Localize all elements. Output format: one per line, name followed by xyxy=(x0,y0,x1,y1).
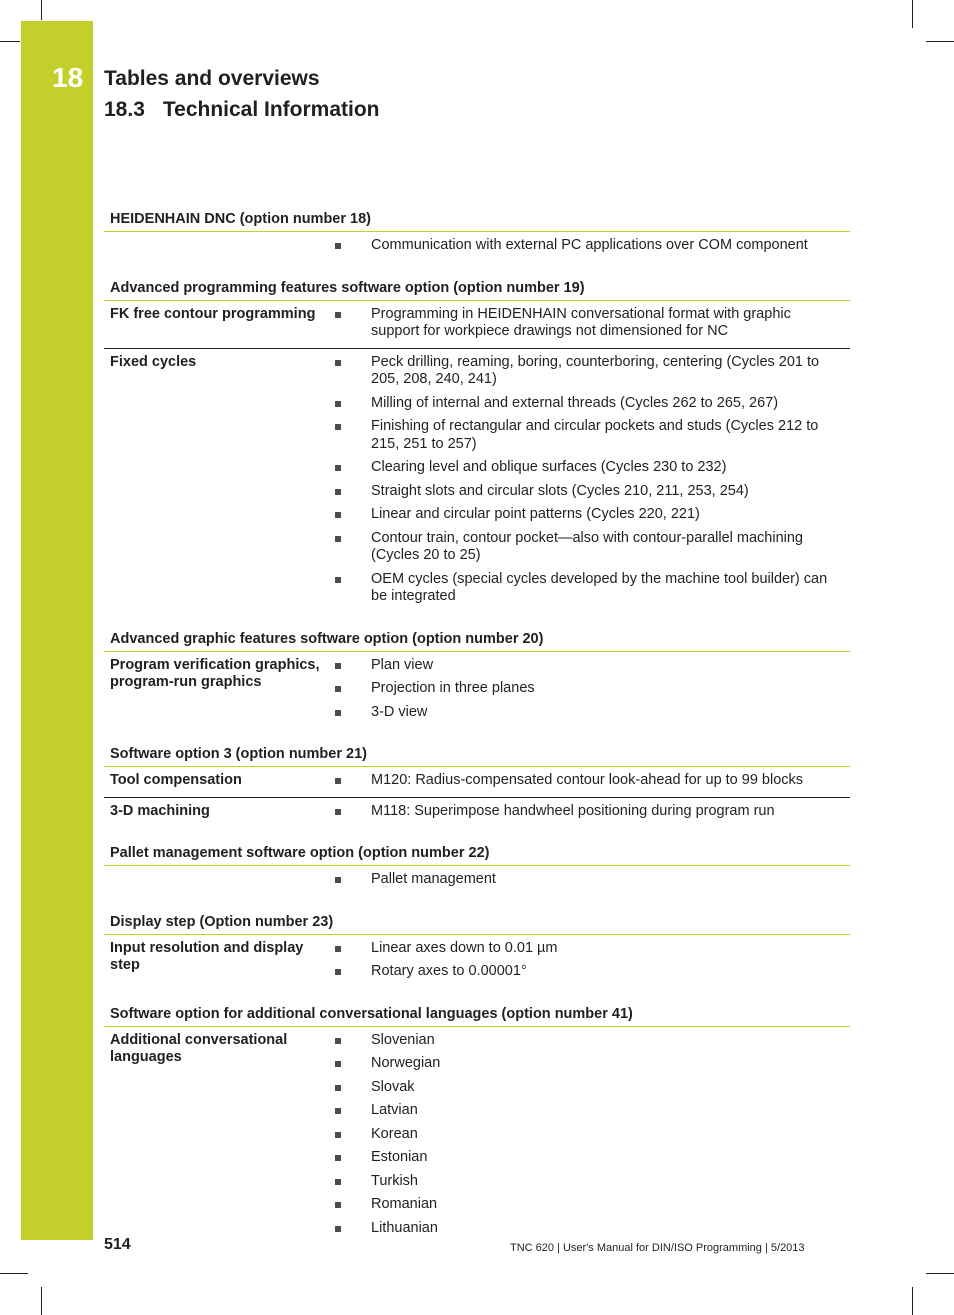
square-bullet-icon xyxy=(326,1196,371,1214)
list-item-text: Contour train, contour pocket—also with contour-parallel machining (Cycles 20 to 25) xyxy=(371,529,803,563)
square-bullet-icon xyxy=(326,704,371,722)
list-item-text: Norwegian xyxy=(371,1055,441,1071)
list-item-text: Latvian xyxy=(371,1102,418,1118)
section-spacer xyxy=(104,988,850,1002)
footer-text: TNC 620 | User's Manual for DIN/ISO Programming | 5/2013 xyxy=(510,1242,805,1254)
row-items xyxy=(326,301,850,348)
square-bullet-icon xyxy=(326,803,371,821)
list-item-text: Slovak xyxy=(371,1078,415,1095)
row-items xyxy=(326,232,850,262)
list-item xyxy=(326,393,850,417)
section-heading: Pallet management software option (option number 22) xyxy=(104,841,850,866)
chapter-title: Tables and overviews xyxy=(104,67,320,90)
row-label: 3-D machining xyxy=(110,802,210,819)
square-bullet-icon xyxy=(326,1173,371,1191)
square-bullet-icon xyxy=(326,1126,371,1144)
list-item xyxy=(326,457,850,481)
list-item xyxy=(326,678,850,702)
section-heading: HEIDENHAIN DNC (option number 18) xyxy=(104,207,850,232)
list-item-text: Estonian xyxy=(371,1149,428,1165)
list-item-text: Communication with external PC applications over COM component xyxy=(371,237,808,253)
list-item xyxy=(326,938,850,962)
list-item xyxy=(326,869,850,893)
row-label: Tool compensation xyxy=(110,772,242,788)
section-spacer xyxy=(104,613,850,627)
square-bullet-icon xyxy=(326,963,371,981)
section-spacer xyxy=(104,262,850,276)
crop-mark xyxy=(41,1287,42,1315)
list-item-text: OEM cycles (special cycles developed by the machine tool builder) can be integrated xyxy=(371,570,828,604)
table-row xyxy=(104,652,850,729)
list-item xyxy=(326,655,850,679)
list-item-text: Rotary axes to 0.00001° xyxy=(371,963,527,979)
crop-mark xyxy=(0,1273,28,1274)
chapter-number: 18 xyxy=(52,62,84,93)
row-label: Additional conversational languages xyxy=(110,1031,288,1065)
list-item xyxy=(326,1124,850,1148)
square-bullet-icon xyxy=(326,772,371,790)
square-bullet-icon xyxy=(326,871,371,889)
list-item-text: Slovenian xyxy=(371,1031,435,1048)
row-label: Input resolution and display step xyxy=(110,939,304,973)
section-title xyxy=(104,98,380,122)
row-items xyxy=(326,798,850,828)
square-bullet-icon xyxy=(326,237,371,255)
row-items xyxy=(326,767,850,797)
list-item xyxy=(326,352,850,393)
spec-table xyxy=(104,207,850,1244)
list-item-text: Pallet management xyxy=(371,871,496,887)
row-label: Program verification graphics, program-run graphics xyxy=(110,656,320,690)
crop-mark xyxy=(912,0,913,28)
square-bullet-icon xyxy=(326,1149,371,1167)
section-heading: Software option for additional conversational languages (option number 41) xyxy=(104,1002,850,1027)
list-item xyxy=(326,1194,850,1218)
list-item xyxy=(326,481,850,505)
list-item xyxy=(326,416,850,457)
square-bullet-icon xyxy=(326,1055,371,1073)
square-bullet-icon xyxy=(326,1079,371,1097)
square-bullet-icon xyxy=(326,483,371,501)
row-label: Fixed cycles xyxy=(110,353,197,370)
square-bullet-icon xyxy=(326,657,371,675)
table-row xyxy=(104,232,850,262)
list-item xyxy=(326,801,850,825)
list-item-text: Straight slots and circular slots (Cycles 210, 211, 253, 254) xyxy=(371,482,749,499)
square-bullet-icon xyxy=(326,571,371,606)
square-bullet-icon xyxy=(326,680,371,698)
list-item xyxy=(326,1171,850,1195)
table-row xyxy=(104,349,850,613)
list-item xyxy=(326,504,850,528)
list-item-text: M120: Radius-compensated contour look-ahead for up to 99 blocks xyxy=(371,772,804,788)
list-item-text: Plan view xyxy=(371,656,434,673)
list-item-text: Peck drilling, reaming, boring, counterboring, centering (Cycles 201 to 205, 208, 240, 241) xyxy=(371,353,820,387)
list-item xyxy=(326,1030,850,1054)
section-spacer xyxy=(104,896,850,910)
section-spacer xyxy=(104,728,850,742)
list-item-text: Linear and circular point patterns (Cycles 220, 221) xyxy=(371,506,700,522)
square-bullet-icon xyxy=(326,940,371,958)
row-items xyxy=(326,652,850,729)
table-row xyxy=(104,1027,850,1245)
list-item xyxy=(326,235,850,259)
list-item-text: Finishing of rectangular and circular pockets and studs (Cycles 212 to 215, 251 to 257) xyxy=(371,418,819,452)
crop-mark xyxy=(926,1273,954,1274)
table-row xyxy=(104,866,850,896)
square-bullet-icon xyxy=(326,506,371,524)
list-item-text: 3-D view xyxy=(371,703,428,720)
list-item xyxy=(326,770,850,794)
list-item-text: Romanian xyxy=(371,1196,438,1212)
square-bullet-icon xyxy=(326,1032,371,1050)
crop-mark xyxy=(912,1287,913,1315)
table-row xyxy=(104,301,850,349)
chapter-side-band xyxy=(21,21,93,1240)
table-row xyxy=(104,767,850,798)
square-bullet-icon xyxy=(326,459,371,477)
row-items xyxy=(326,1027,850,1245)
list-item-text: Linear axes down to 0.01 µm xyxy=(371,939,558,956)
page-number: 514 xyxy=(104,1236,131,1253)
square-bullet-icon xyxy=(326,418,371,453)
square-bullet-icon xyxy=(326,395,371,413)
list-item xyxy=(326,961,850,985)
list-item-text: Projection in three planes xyxy=(371,680,535,696)
row-items xyxy=(326,866,850,896)
crop-mark xyxy=(0,41,20,42)
list-item-text: Lithuanian xyxy=(371,1219,438,1236)
section-heading: Display step (Option number 23) xyxy=(104,910,850,935)
row-label xyxy=(104,866,326,896)
section-spacer xyxy=(104,827,850,841)
section-heading: Software option 3 (option number 21) xyxy=(104,742,850,767)
row-items xyxy=(326,935,850,988)
row-items xyxy=(326,349,850,613)
list-item xyxy=(326,304,850,345)
list-item xyxy=(326,1218,850,1242)
list-item-text: Programming in HEIDENHAIN conversational format with graphic support for workpiece drawings not dimensioned for NC xyxy=(371,305,791,339)
list-item-text: Clearing level and oblique surfaces (Cycles 230 to 232) xyxy=(371,459,727,475)
list-item xyxy=(326,528,850,569)
section-heading: Advanced graphic features software option (option number 20) xyxy=(104,627,850,652)
square-bullet-icon xyxy=(326,1220,371,1238)
list-item-text: Korean xyxy=(371,1125,418,1142)
section-number: 18.3 xyxy=(104,98,145,121)
row-label xyxy=(104,232,326,262)
list-item xyxy=(326,1077,850,1101)
section-heading: Advanced programming features software option (option number 19) xyxy=(104,276,850,301)
crop-mark xyxy=(41,0,42,20)
list-item xyxy=(326,569,850,610)
list-item-text: Turkish xyxy=(371,1172,418,1189)
square-bullet-icon xyxy=(326,530,371,565)
section-title-text: Technical Information xyxy=(162,98,380,121)
list-item xyxy=(326,1053,850,1077)
table-row xyxy=(104,935,850,988)
list-item xyxy=(326,1100,850,1124)
square-bullet-icon xyxy=(326,354,371,389)
list-item-text: Milling of internal and external threads (Cycles 262 to 265, 267) xyxy=(371,394,779,411)
table-row xyxy=(104,798,850,828)
square-bullet-icon xyxy=(326,306,371,341)
row-label: FK free contour programming xyxy=(110,305,316,322)
square-bullet-icon xyxy=(326,1102,371,1120)
list-item-text: M118: Superimpose handwheel positioning during program run xyxy=(371,802,775,819)
list-item xyxy=(326,1147,850,1171)
crop-mark xyxy=(926,41,954,42)
list-item xyxy=(326,702,850,726)
